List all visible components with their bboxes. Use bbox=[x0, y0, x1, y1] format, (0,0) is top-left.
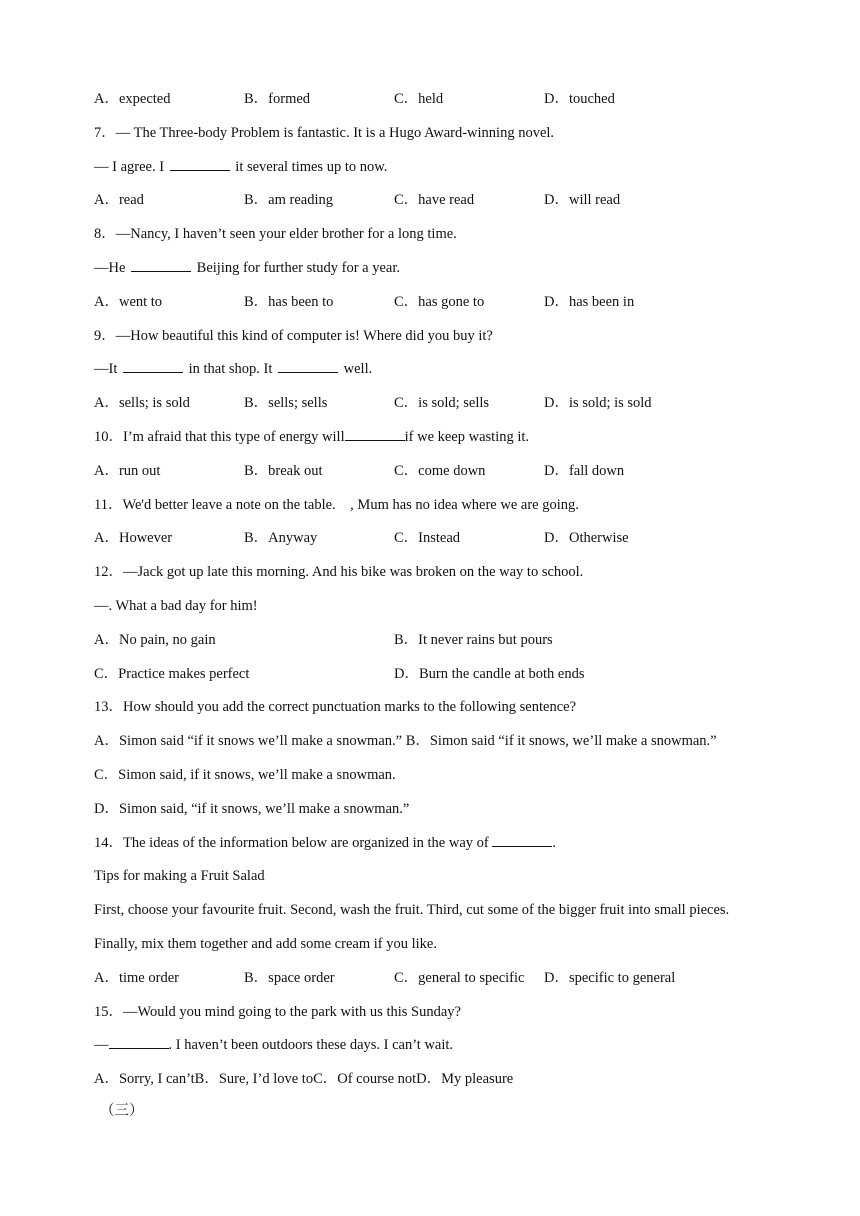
option-d: D．will read bbox=[544, 192, 621, 209]
option-b: B．space order bbox=[244, 969, 335, 986]
q8-reply: —He Beijing for further study for a year. bbox=[94, 257, 794, 291]
question-page bbox=[94, 88, 794, 1102]
answer-blank bbox=[131, 257, 191, 272]
option-d: D．fall down bbox=[544, 462, 625, 479]
q9-stem: 9．—How beautiful this kind of computer is! Where did you buy it? bbox=[94, 327, 493, 344]
option-c: C．have read bbox=[394, 192, 475, 209]
q12-options-cd bbox=[94, 663, 794, 697]
option-a: A．expected bbox=[94, 91, 171, 107]
option-c: C．held bbox=[394, 91, 444, 107]
q10-stem: 10．I’m afraid that this type of energy will if we keep wasting it. bbox=[94, 426, 794, 460]
option-b: B．Anyway bbox=[244, 530, 318, 547]
option-a: A．sells; is sold bbox=[94, 395, 190, 412]
option-a: A．read bbox=[94, 192, 144, 209]
q11-stem: 11．We'd better leave a note on the table. , Mum has no idea where we are going. bbox=[94, 496, 579, 513]
q15-stem: 15．—Would you mind going to the park with us this Sunday? bbox=[94, 1003, 461, 1020]
option-d: D．has been in bbox=[544, 293, 635, 310]
q10-options bbox=[94, 460, 794, 494]
q7-options bbox=[94, 189, 794, 223]
q13-option-c: C．Simon said, if it snows, we’ll make a snowman. bbox=[94, 766, 396, 783]
option-d: D．specific to general bbox=[544, 969, 676, 986]
answer-blank bbox=[170, 156, 230, 171]
passage-title: Tips for making a Fruit Salad bbox=[94, 868, 265, 885]
option-a: A．No pain, no gain bbox=[94, 631, 216, 648]
option-b: B．am reading bbox=[244, 192, 333, 209]
answer-blank bbox=[109, 1034, 169, 1049]
option-d: D．is sold; is sold bbox=[544, 395, 652, 412]
q7-reply: — I agree. I it several times up to now. bbox=[94, 156, 794, 190]
option-c: C．Instead bbox=[394, 530, 461, 547]
q13-option-d: D．Simon said, “if it snows, we’ll make a snowman.” bbox=[94, 800, 410, 817]
section-mark: （三） bbox=[100, 1103, 144, 1119]
answer-blank bbox=[345, 426, 405, 441]
passage-line: Finally, mix them together and add some cream if you like. bbox=[94, 935, 437, 952]
option-b: B．break out bbox=[244, 462, 323, 479]
q15-reply: — . I haven’t been outdoors these days. I can’t wait. bbox=[94, 1034, 794, 1068]
answer-blank bbox=[278, 358, 338, 373]
q13-stem: 13．How should you add the correct punctuation marks to the following sentence? bbox=[94, 699, 577, 716]
answer-blank bbox=[123, 358, 183, 373]
option-a: A．run out bbox=[94, 462, 161, 479]
option-d: D．touched bbox=[544, 91, 615, 107]
q8-stem: 8．—Nancy, I haven’t seen your elder brother for a long time. bbox=[94, 226, 457, 243]
q15-options: A．Sorry, I can’tB．Sure, I’d love toC．Of course notD．My pleasure bbox=[94, 1071, 514, 1088]
q13-options-ab: A．Simon said “if it snows we’ll make a snowman.” B．Simon said “if it snows, we’ll make a snowman.” bbox=[94, 733, 717, 750]
q11-options bbox=[94, 527, 794, 561]
option-b: B．sells; sells bbox=[244, 395, 328, 412]
option-a: A．time order bbox=[94, 969, 179, 986]
option-a: A．went to bbox=[94, 293, 163, 310]
q12-stem: 12．—Jack got up late this morning. And his bike was broken on the way to school. bbox=[94, 564, 584, 581]
option-c: C．come down bbox=[394, 462, 486, 479]
option-c: C．general to specific bbox=[394, 969, 525, 986]
option-c: C．is sold; sells bbox=[394, 395, 490, 412]
q12-options-ab bbox=[94, 629, 794, 663]
option-b: B．It never rains but pours bbox=[394, 631, 553, 648]
q14-stem: 14．The ideas of the information below are organized in the way of . bbox=[94, 832, 794, 866]
option-b: B．formed bbox=[244, 91, 311, 107]
q9-reply: —It in that shop. It well. bbox=[94, 358, 794, 392]
option-c: C．has gone to bbox=[394, 293, 485, 310]
answer-blank bbox=[492, 832, 552, 847]
option-a: A．However bbox=[94, 530, 173, 547]
option-d: D．Burn the candle at both ends bbox=[394, 665, 585, 682]
option-b: B．has been to bbox=[244, 293, 334, 310]
q12-reply: —. What a bad day for him! bbox=[94, 597, 258, 614]
q7-stem: 7．— The Three-body Problem is fantastic. It is a Hugo Award-winning novel. bbox=[94, 124, 555, 141]
option-c: C．Practice makes perfect bbox=[94, 665, 250, 682]
option-d: D．Otherwise bbox=[544, 530, 629, 547]
passage-line: First, choose your favourite fruit. Second, wash the fruit. Third, cut some of the bigger fruit into small pieces. bbox=[94, 902, 730, 919]
q8-options bbox=[94, 291, 794, 325]
q6-options bbox=[94, 88, 794, 122]
q14-options bbox=[94, 967, 794, 1001]
q9-options bbox=[94, 392, 794, 426]
